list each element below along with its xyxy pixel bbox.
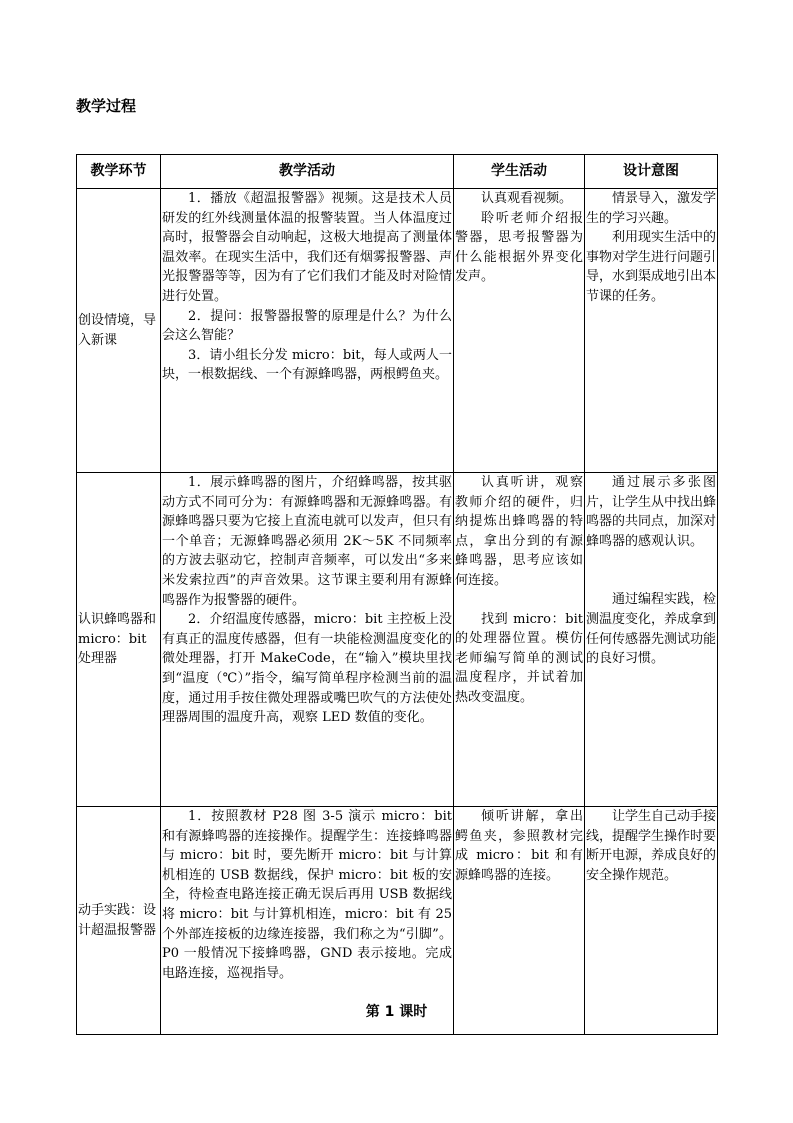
header-design-intent: 设计意图 <box>585 155 718 189</box>
activity-paragraph: 认真观看视频。 <box>481 191 573 206</box>
teacher-activity-cell <box>161 473 454 807</box>
lesson-period-title: 第 1 课时 <box>365 1004 428 1020</box>
activity-paragraph: 1．播放《超温报警器》视频。这是技术人员研发的红外线测量体温的报警装置。当人体温度过高时，报警器会自动响起，这极大地提高了测量体温效率。在现实生活中，我们还有烟雾报警器、声光报警器等等，因为有了它们我们才能及时对险情进行处置。 <box>162 191 452 304</box>
intent-paragraph: 情景导入，激发学生的学习兴趣。 <box>586 191 717 226</box>
teacher-activity-cell <box>161 189 454 473</box>
table-row <box>77 473 718 807</box>
activity-paragraph: 2．介绍温度传感器，micro：bit 主控板上没有真正的温度传感器，但有一块能检测温度变化的微处理器，打开 MakeCode，在“输入”模块里找到“温度（℃）”指令，编写简单程序检测当前的温度，通过用手按住微处理器或嘴巴吹气的方法使处理器周围的温度升高，观察 LED 数值的变化。 <box>162 612 452 726</box>
activity-paragraph: 倾听讲解，拿出鳄鱼夹，参照教材完成 micro：bit 和有源蜂鸣器的连接。 <box>455 809 583 883</box>
activity-paragraph: 1．展示蜂鸣器的图片，介绍蜂鸣器，按其驱动方式不同可分为：有源蜂鸣器和无源蜂鸣器。有源蜂鸣器只要为它接上直流电就可以发声，但只有一个单音；无源蜂鸣器必须用 2K～5K 不同频率的方波去驱动它，控制声音频率，可以发出“多来米发索拉西”的声音效果。这节课主要利用有源蜂鸣器作为报警器的硬件。 <box>162 475 452 608</box>
activity-paragraph: 找到 micro：bit 的处理器位置。模仿老师编写简单的测试温度程序，并试着加热改变温度。 <box>455 611 583 705</box>
header-student-activity: 学生活动 <box>454 155 585 189</box>
table-header-row <box>77 155 718 189</box>
activity-paragraph: 聆听老师介绍报警器，思考报警器为什么能根据外界变化发声。 <box>455 210 583 285</box>
stage-cell: 创设情境，导入新课 <box>77 189 161 473</box>
header-stage: 教学环节 <box>77 155 161 189</box>
lesson-table <box>76 154 718 1035</box>
page-title: 教学过程 <box>76 97 137 115</box>
intent-paragraph: 通过展示多张图片，让学生从中找出蜂鸣器的共同点，加深对蜂鸣器的感观认识。 <box>586 475 717 549</box>
intent-paragraph: 通过编程实践，检测温度变化，养成拿到任何传感器先测试功能的良好习惯。 <box>586 592 717 667</box>
activity-paragraph: 1．按照教材 P28 图 3-5 演示 micro：bit 和有源蜂鸣器的连接操作。提醒学生：连接蜂鸣器与 micro：bit 时，要先断开 micro：bit 与计算机相连的 USB 数据线，保护 micro：bit 板的安全，待检查电路连接正确无误后再用 USB 数据线将 micro：bit 与计算机相连，micro：bit 有 25 个外部连接板的边缘连接器，我们称之为“引脚”。P0 一般情况下接蜂鸣器，GND 表示接地。完成电路连接，巡视指导。 <box>162 809 452 981</box>
student-activity-cell <box>454 189 585 473</box>
header-teacher-activity: 教学活动 <box>161 155 454 189</box>
activity-paragraph: 2．提问：报警器报警的原理是什么？为什么会这么智能？ <box>162 308 452 344</box>
stage-cell: 认识蜂鸣器和 micro：bit 处理器 <box>77 473 161 807</box>
intent-paragraph: 利用现实生活中的事物对学生进行问题引导，水到渠成地引出本节课的任务。 <box>586 230 717 304</box>
stage-cell: 动手实践：设计超温报警器 <box>77 807 161 1035</box>
student-activity-cell <box>454 473 585 807</box>
activity-paragraph: 3．请小组长分发 micro：bit，每人或两人一块，一根数据线、一个有源蜂鸣器，两根鳄鱼夹。 <box>162 347 452 383</box>
activity-paragraph: 认真听讲，观察教师介绍的硬件，归纳提炼出蜂鸣器的特点，拿出分到的有源蜂鸣器，思考应该如何连接。 <box>455 475 583 588</box>
design-intent-cell <box>585 189 718 473</box>
intent-paragraph: 让学生自己动手接线，提醒学生操作时要断开电源，养成良好的安全操作规范。 <box>586 809 717 883</box>
table-row <box>77 189 718 473</box>
design-intent-cell <box>585 473 718 807</box>
